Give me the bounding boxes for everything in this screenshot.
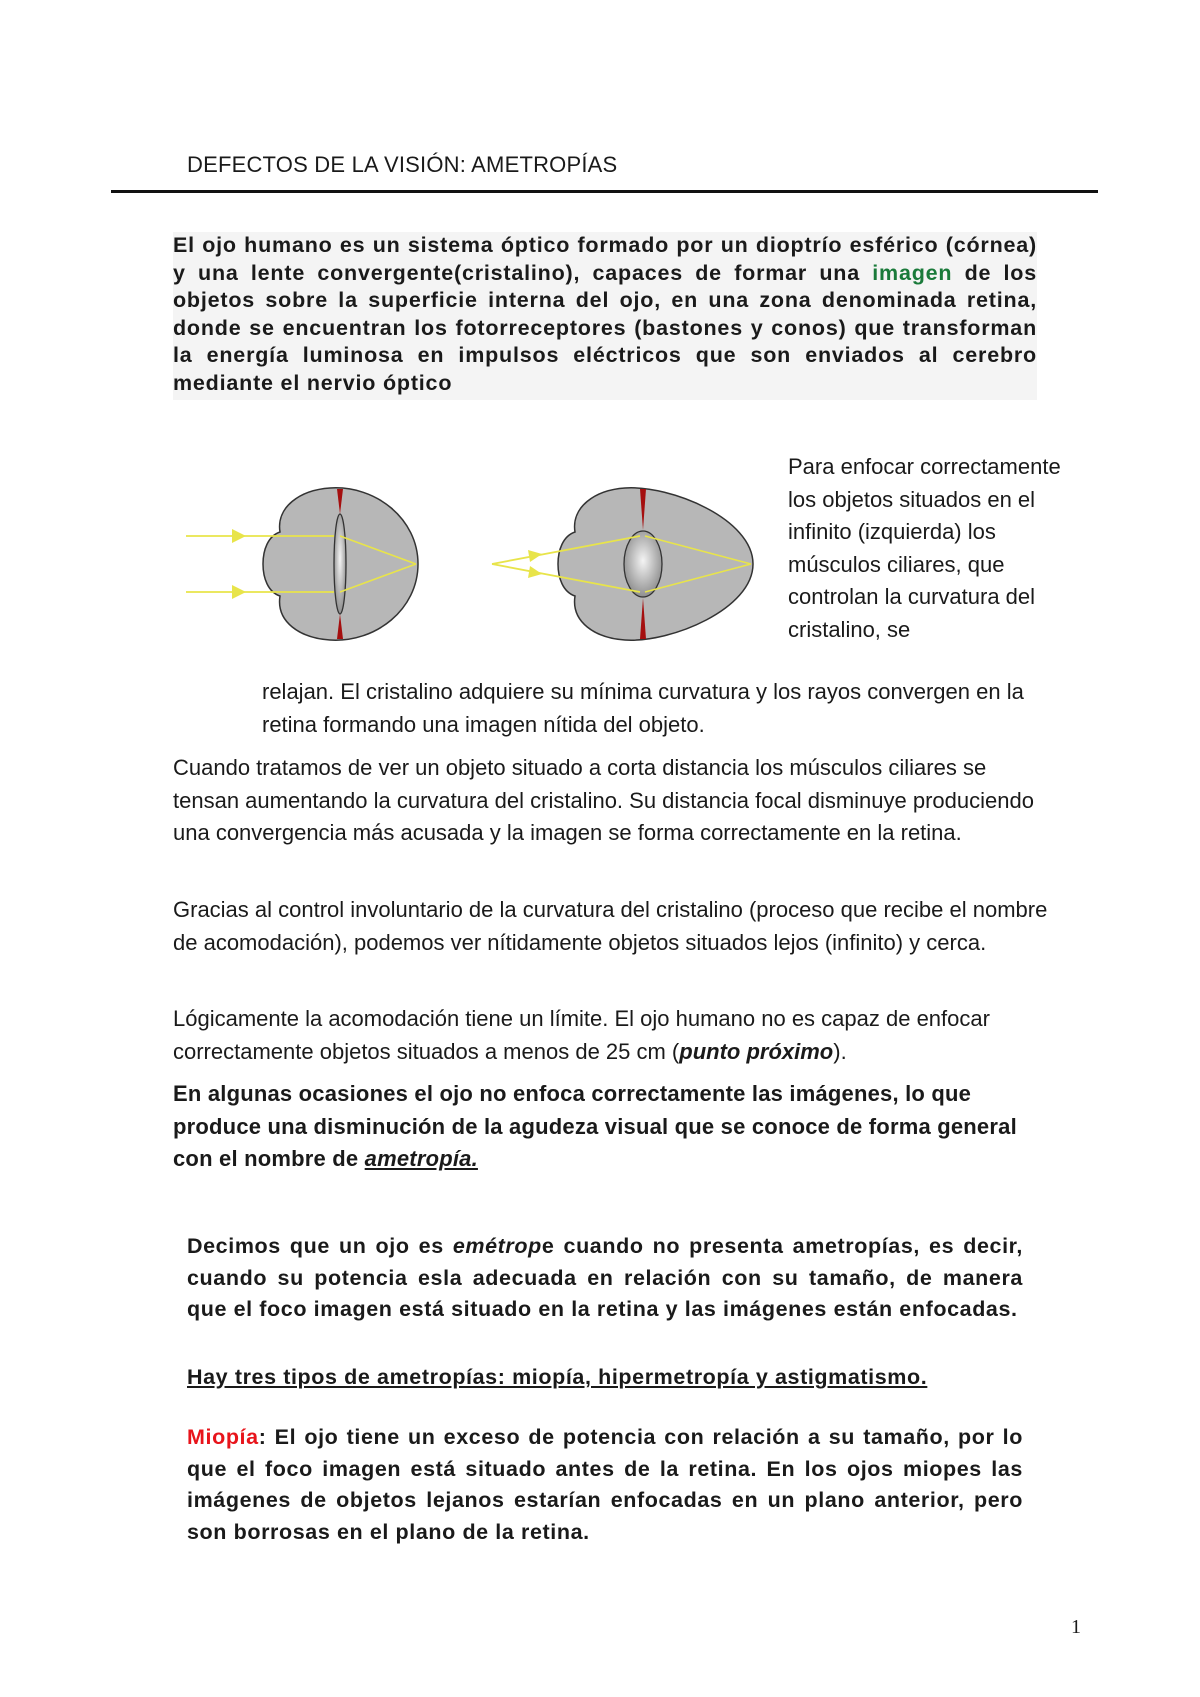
intro-paragraph bbox=[173, 232, 1037, 400]
intro-text-1: El ojo humano es un sistema óptico formado por un dioptrío esférico (córnea) y una lente convergente(cristalino), capaces de formar una bbox=[173, 233, 1037, 285]
title-divider bbox=[111, 190, 1098, 193]
imagen-highlight: imagen bbox=[872, 260, 953, 285]
miopia-term: Miopía bbox=[187, 1425, 259, 1449]
ray-arrow-bottom bbox=[232, 585, 246, 599]
accommodation-control-paragraph: Gracias al control involuntario de la curvatura del cristalino (proceso que recibe el nombre de acomodación), podemos ver nítidamente objetos situados lejos (infinito) y cerca. bbox=[173, 897, 1048, 955]
limit-text-2: ). bbox=[833, 1038, 847, 1064]
near-ray-arrow-top bbox=[528, 550, 542, 562]
eye-far-vision bbox=[186, 488, 418, 640]
lens-thick bbox=[624, 531, 662, 597]
miopia-text: : El ojo tiene un exceso de potencia con relación a su tamaño, por lo que el foco imagen está situado antes de la retina. En los ojos miopes las imágenes de objetos lejanos estarían enfocadas en un plano anterior, pero son borrosas en el plano de la retina. bbox=[187, 1425, 1023, 1544]
eye-accommodation-diagram bbox=[180, 462, 760, 662]
emetrope-text-2: e cuando no presenta ametropías, es decir, cuando su potencia esla adecuada en relación con su tamaño, de manera que el foco imagen está situado en la retina y las imágenes están enfocadas. bbox=[187, 1234, 1023, 1321]
near-vision-paragraph: Cuando tratamos de ver un objeto situado a corta distancia los músculos ciliares se tensan aumentando la curvatura del cristalino. Su distancia focal disminuye produciendo una convergencia más acusada y la imagen se forma correctamente en la retina. bbox=[173, 755, 1034, 845]
emetrope-paragraph bbox=[187, 1231, 1023, 1326]
ametropia-paragraph bbox=[173, 1078, 1053, 1176]
ray-arrow-top bbox=[232, 529, 246, 543]
emetrope-text-1: Decimos que un ojo es bbox=[187, 1234, 453, 1258]
emetrope-term: emétrop bbox=[452, 1234, 542, 1258]
near-ray-arrow-bottom bbox=[528, 566, 542, 578]
ametropia-types-heading: Hay tres tipos de ametropías: miopía, hipermetropía y astigmatismo. bbox=[187, 1365, 928, 1389]
page-number: 1 bbox=[1071, 1616, 1081, 1638]
ametropia-intro: En algunas ocasiones el ojo no enfoca correctamente las imágenes, lo que produce una disminución de la agudeza visual que se conoce de forma general con el nombre de bbox=[173, 1081, 1017, 1171]
limit-text-1: Lógicamente la acomodación tiene un límite. El ojo humano no es capaz de enfocar correctamente objetos situados a menos de 25 cm ( bbox=[173, 1006, 990, 1064]
intro-text-2: de los objetos sobre la superficie interna del ojo, en una zona denominada retina, donde se encuentran los fotorreceptores (bastones y conos) que transforman la energía luminosa en impulsos eléctricos que son enviados al cerebro mediante el nervio óptico bbox=[173, 260, 1037, 395]
page-title: DEFECTOS DE LA VISIÓN: AMETROPÍAS bbox=[187, 152, 618, 177]
accommodation-limit-paragraph bbox=[173, 1003, 1053, 1068]
accommodation-continuation: relajan. El cristalino adquiere su mínima curvatura y los rayos convergen en la retina formando una imagen nítida del objeto. bbox=[262, 679, 1024, 737]
eye-near-vision bbox=[492, 488, 753, 640]
ametropia-term: ametropía. bbox=[364, 1146, 478, 1171]
accommodation-side-text: Para enfocar correctamente los objetos situados en el infinito (izquierda) los músculos ciliares, que controlan la curvatura del cristalino, se bbox=[788, 454, 1061, 642]
miopia-paragraph bbox=[187, 1422, 1023, 1548]
lens-thin bbox=[334, 514, 346, 614]
punto-proximo-term: punto próximo bbox=[679, 1038, 834, 1064]
